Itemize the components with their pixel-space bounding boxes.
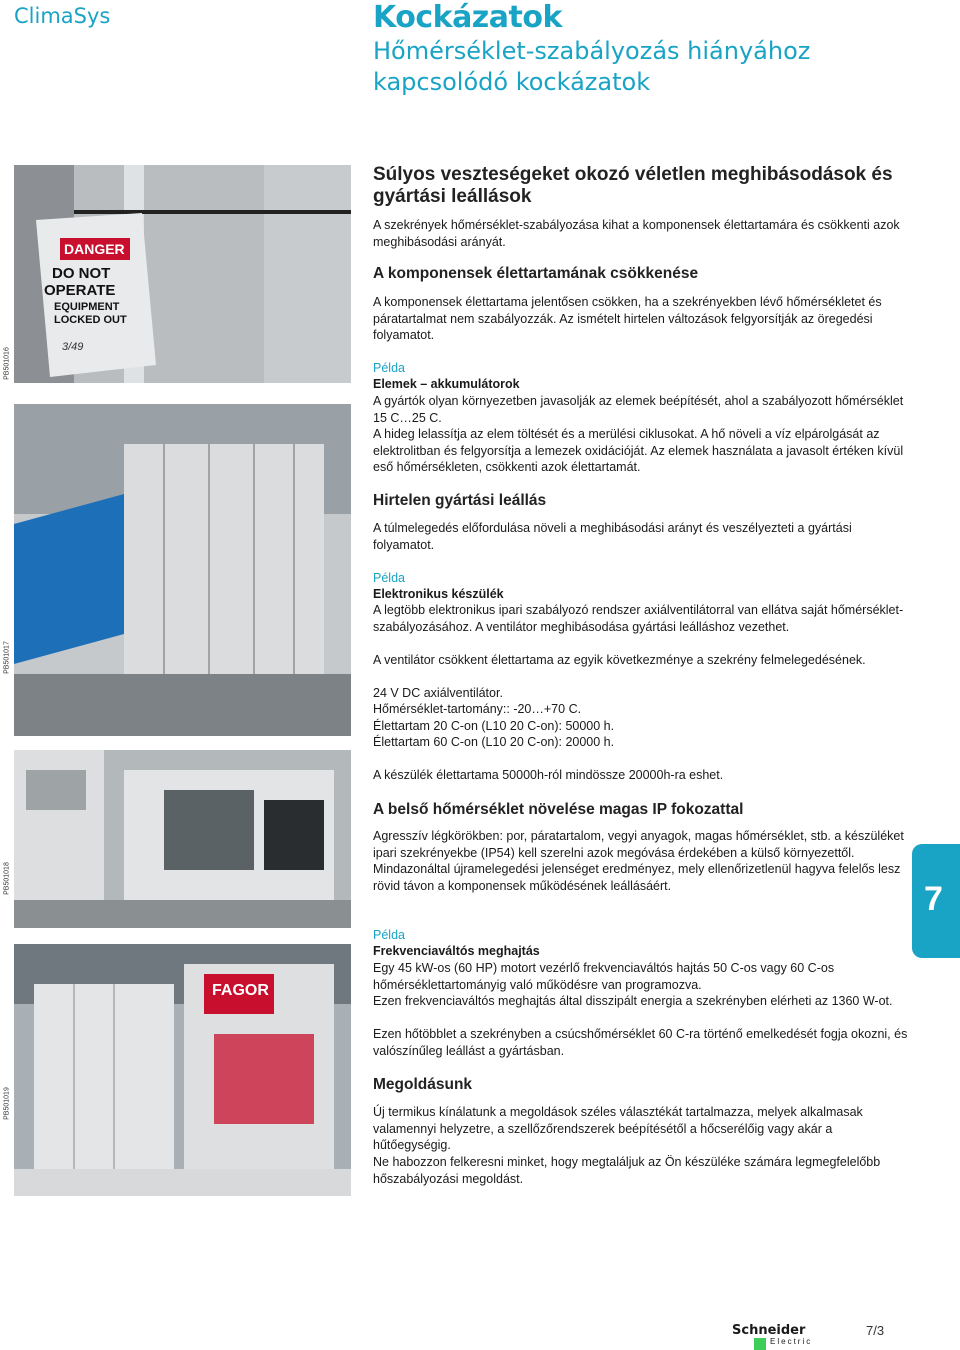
section3-line-1: Egy 45 kW-os (60 HP) motort vezérlő frekvenciaváltós hajtás 50 C-os vagy 60 C-os hőmérséklettartományig való működésre van programozva.	[373, 961, 835, 992]
fagor-sign: FAGOR	[212, 982, 269, 999]
photo-fagor-press	[14, 944, 351, 1196]
section1-subheading: A komponensek élettartamának csökkenése	[373, 265, 699, 282]
section2-line-4: Hőmérséklet-tartomány:: -20…+70 C.	[373, 702, 582, 716]
section3-intro: Agresszív légkörökben: por, páratartalom, vegyi anyagok, magas hőmérséklet, stb. a készüléket ipari szekrényekbe (IP54) kell szerelni azok megóvása érdekében a külső környezettől. Mindazonáltal újramelegedési jelenséget eredményez, mely ellenőrizetlenül hagyva felelős lesz rövid távon a komponensek működésének leállásáért.	[373, 829, 904, 893]
section1-example-text1: A gyártók olyan környezetben javasolják az elemek beépítését, ahol a szabályozott hőmérséklet 15 C…25 C.	[373, 394, 904, 425]
section4-heading: Megoldásunk	[373, 1076, 473, 1093]
page-title: Kockázatok	[373, 0, 562, 35]
section2-line-5: Élettartam 20 C-on (L10 20 C-on): 50000 h.	[373, 719, 615, 733]
chapter-number: 7	[924, 880, 943, 918]
section2-line-2: A ventilátor csökkent élettartama az egyik következménye a szekrény felmelegedésének.	[373, 653, 866, 667]
section3-example-title: Frekvenciaváltós meghajtás	[373, 944, 540, 958]
tag-line-2: OPERATE	[44, 282, 116, 299]
section1-heading: Súlyos veszteségeket okozó véletlen meghibásodások és gyártási leállások	[373, 164, 893, 207]
page-subtitle: Hőmérséklet-szabályozás hiányához kapcsolódó kockázatok	[373, 37, 811, 96]
tag-line-4: LOCKED OUT	[54, 314, 127, 326]
tag-handwritten: 3/49	[62, 341, 84, 353]
section3-example-label: Példa	[373, 928, 405, 942]
photo-code-2: PB501017	[3, 641, 11, 674]
section1-example-label: Példa	[373, 361, 405, 375]
photo-cabinets	[14, 404, 351, 736]
photo-code-3: PB501018	[3, 862, 11, 895]
schneider-logo	[732, 1323, 813, 1346]
section2-heading: Hirtelen gyártási leállás	[373, 492, 547, 509]
section3-line-2: Ezen frekvenciaváltós meghajtás által disszipált energia a szekrényben elérheti az 1360 W-ot.	[373, 994, 893, 1008]
tag-danger-text: DANGER	[64, 241, 125, 257]
section1-example-text2: A hideg lelassítja az elem töltését és a merülési ciklusokat. A hő növeli a víz elpárolgását az elektrolitban és felgyorsítja a lemezek oxidációját. Az elemek használata a javasolt értéken kívül eső hőmérsékleten, csökkenti azok élettartamát.	[373, 427, 904, 475]
section2-example-label: Példa	[373, 571, 405, 585]
logo-mark-icon	[754, 1338, 766, 1350]
section1-example-title: Elemek – akkumulátorok	[373, 377, 520, 391]
photo-danger-tag	[14, 165, 351, 383]
logo-main-text: Schneider	[732, 1323, 806, 1338]
section4-line-2: Ne habozzon felkeresni minket, hogy megtaláljuk az Ön készüléke számára legmegfelelőbb hőszabályozási megoldást.	[373, 1155, 881, 1186]
photo-machining	[14, 750, 351, 928]
section2-line-3: 24 V DC axiálventilátor.	[373, 686, 503, 700]
chapter-tab	[912, 844, 960, 958]
section4-line-1: Új termikus kínálatunk a megoldások széles választékát tartalmazza, melyek alkalmasak valamennyi helyzetre, a szellőzőrendszerek beépítésétől a hőcserélőig vagy akár a hűtőegységig.	[373, 1105, 863, 1153]
section2-intro: A túlmelegedés előfordulása növeli a meghibásodási arányt és veszélyezteti a gyártási folyamatot.	[373, 521, 852, 552]
photo-code-1: PB501016	[3, 347, 11, 380]
tag-line-3: EQUIPMENT	[54, 301, 120, 313]
section2-conclusion: A készülék élettartama 50000h-ról mindössze 20000h-ra eshet.	[373, 768, 724, 782]
tag-line-1: DO NOT	[52, 265, 111, 282]
section2-line-1: A legtöbb elektronikus ipari szabályozó rendszer axiálventilátorral van ellátva saját hőmérséklet-szabályozásához. A ventilátor meghibásodása gyártási leálláshoz vezethet.	[373, 603, 904, 634]
section1-intro: A szekrények hőmérséklet-szabályozása kihat a komponensek élettartamára és csökkenti azok meghibásodási arányát.	[373, 218, 900, 249]
section3-line-3: Ezen hőtöbblet a szekrényben a csúcshőmérséklet 60 C-ra történő emelkedését fogja okozni, és valószínűleg leállást a gyártásban.	[373, 1027, 908, 1058]
page-number: 7/3	[866, 1323, 885, 1338]
brand-name: ClimaSys	[14, 4, 111, 28]
section2-line-6: Élettartam 60 C-on (L10 20 C-on): 20000 h.	[373, 735, 615, 749]
section2-example-title: Elektronikus készülék	[373, 587, 504, 601]
section1-subtext: A komponensek élettartama jelentősen csökken, ha a szekrényekben lévő hőmérsékletet és páratartalmat nem szabályozzák. Az ismételt hirtelen változások felgyorsítják az öregedési folyamatot.	[373, 295, 882, 343]
photo-code-4: PB501019	[3, 1087, 11, 1120]
logo-sub-text: Electric	[770, 1337, 813, 1346]
section3-heading: A belső hőmérséklet növelése magas IP fokozattal	[373, 801, 744, 818]
